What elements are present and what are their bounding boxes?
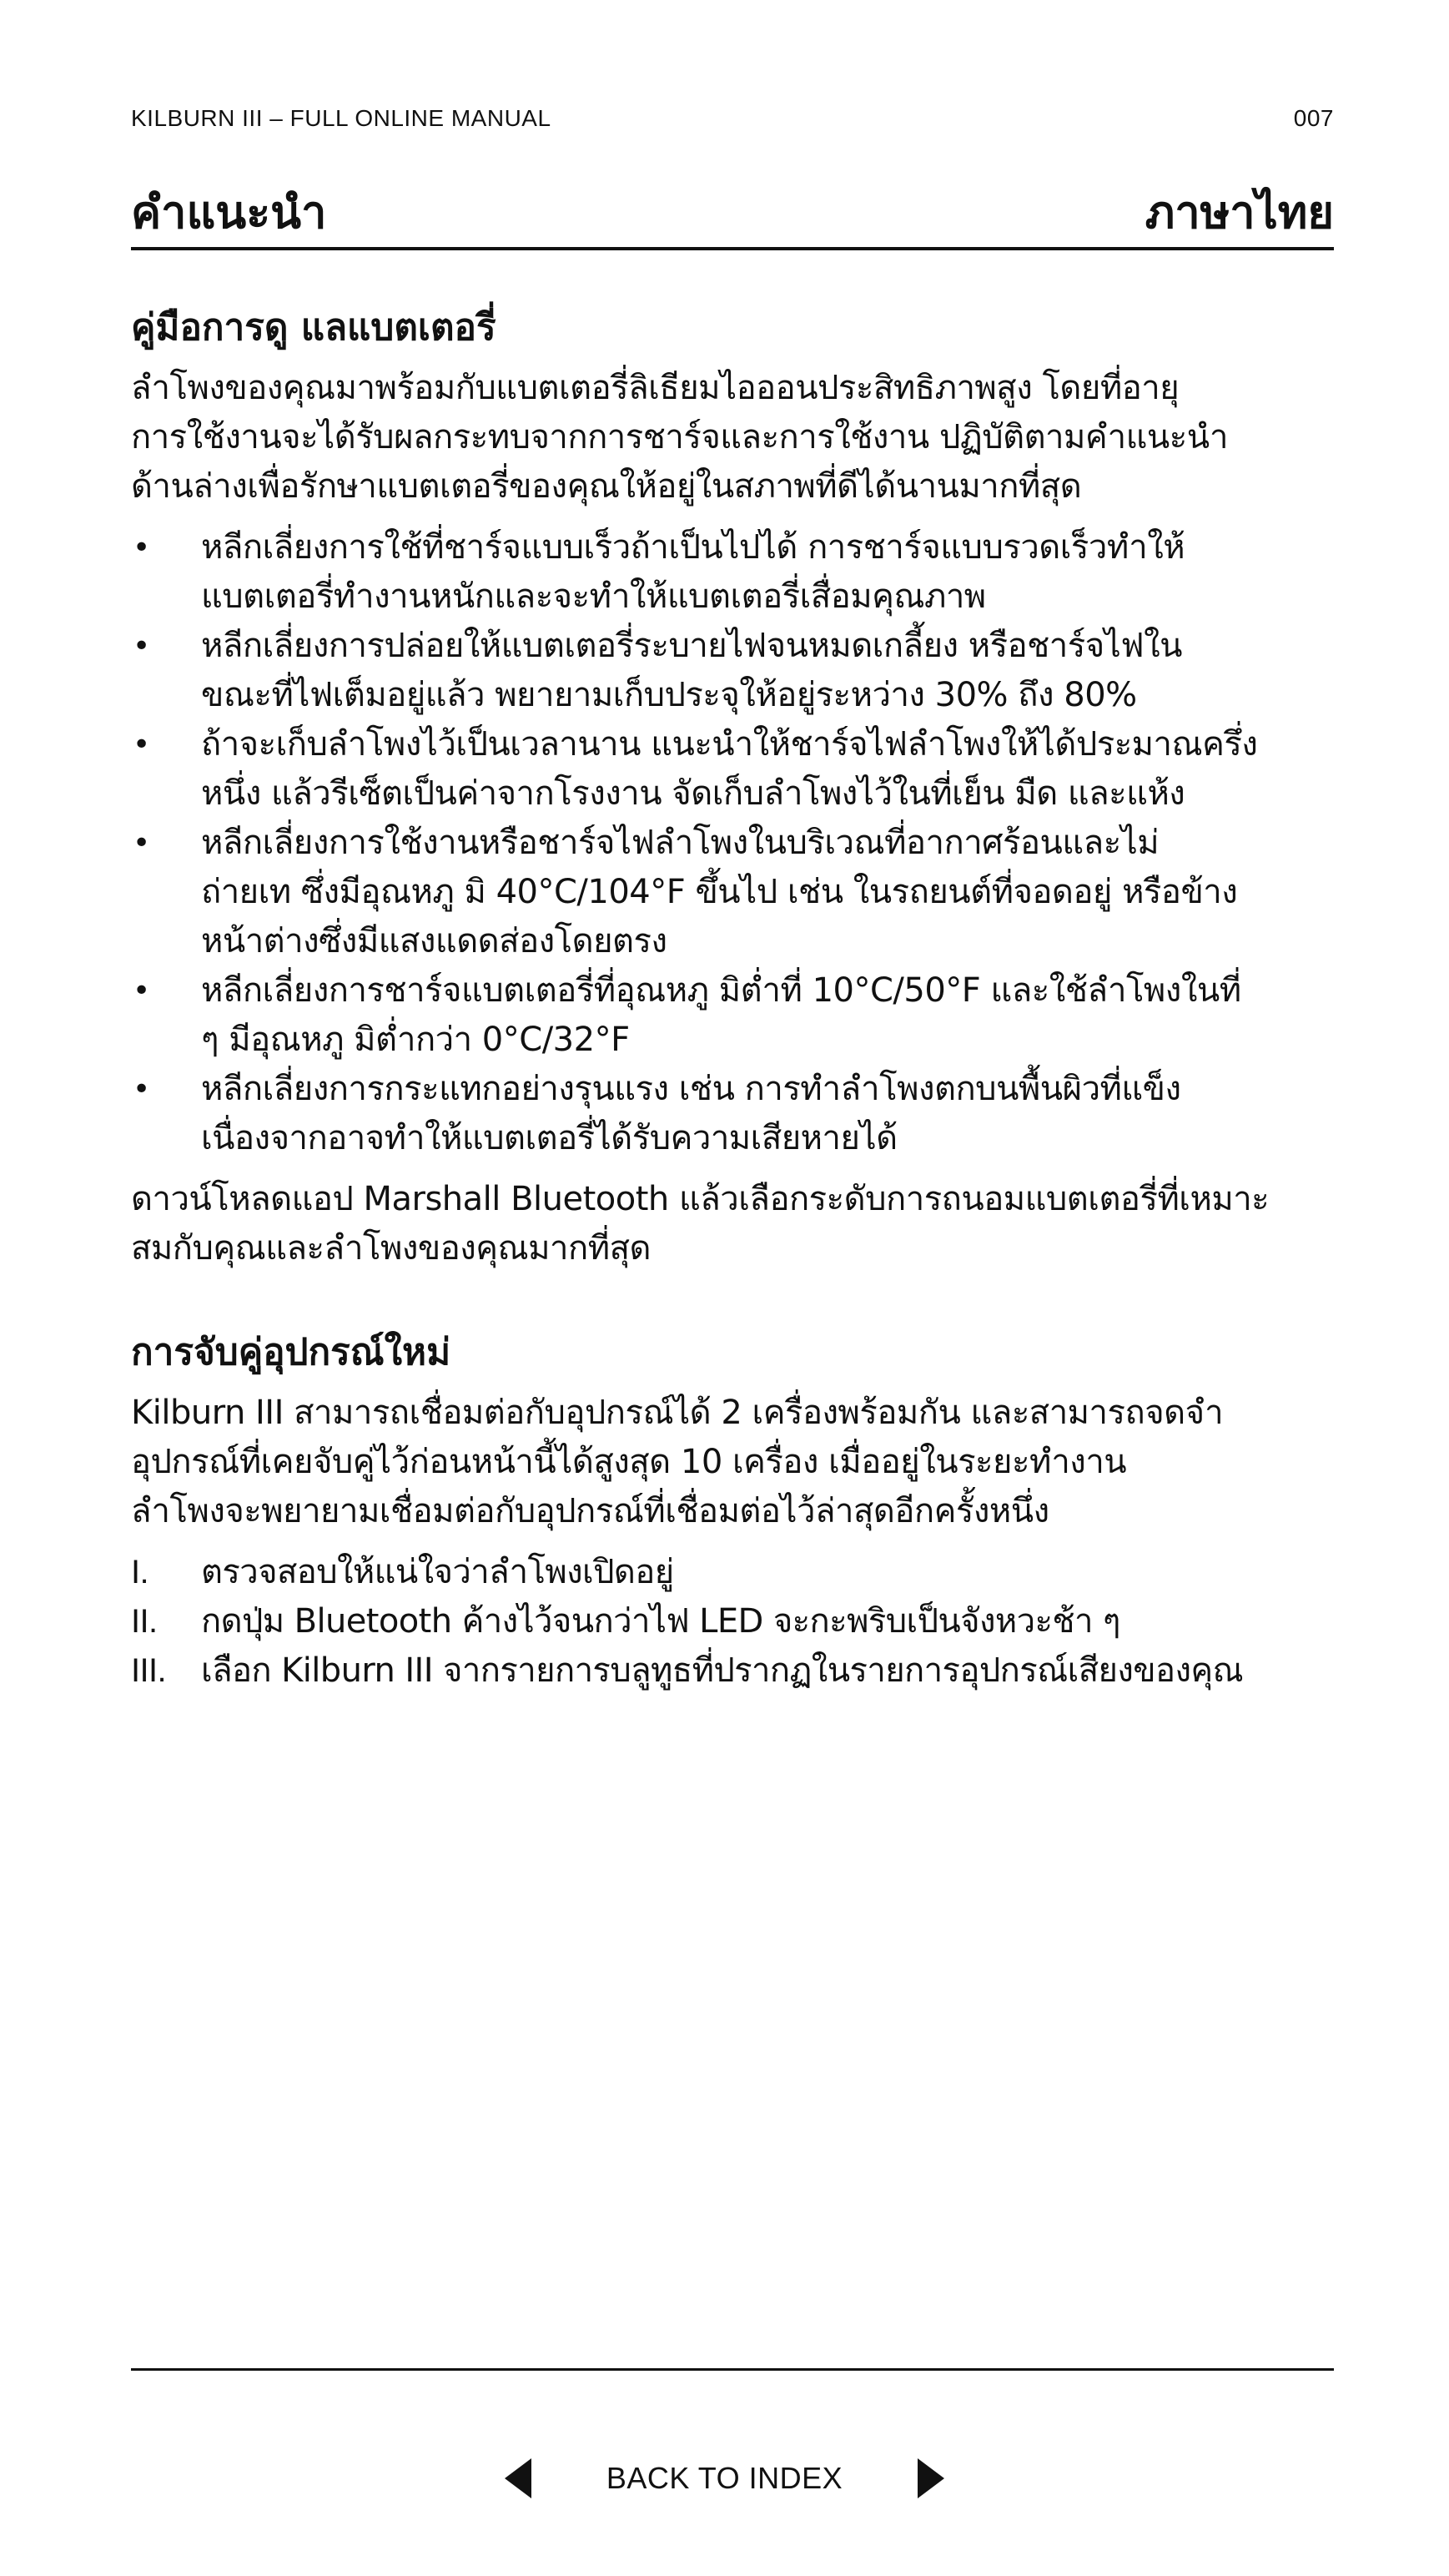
bullet-icon: • bbox=[133, 531, 150, 565]
bullet-icon: • bbox=[133, 974, 150, 1008]
step-item bbox=[131, 1597, 1334, 1646]
text-line: อุปกรณ์ที่เคยจับคู่ไว้ก่อนหน้านี้ได้สูงสุด 10 เครื่อง เมื่ออยู่ในระยะทำงาน bbox=[131, 1443, 1127, 1481]
step-text: ตรวจสอบให้แน่ใจว่าลำโพงเปิดอยู่ bbox=[201, 1553, 674, 1591]
manual-title: KILBURN III – FULL ONLINE MANUAL bbox=[131, 105, 551, 131]
pairing-steps-list bbox=[131, 1548, 1334, 1696]
text-line: หลีกเลี่ยงการใช้งานหรือชาร์จไฟลำโพงในบริเวณที่อากาศร้อนและไม่ bbox=[201, 824, 1160, 862]
text-line: หลีกเลี่ยงการชาร์จแบตเตอรี่ที่อุณหภู มิต่ำที่ 10°C/50°F และใช้ลำโพงในที่ bbox=[201, 971, 1241, 1010]
step-item bbox=[131, 1548, 1334, 1597]
bullet-icon: • bbox=[133, 728, 150, 762]
back-to-index-link[interactable]: BACK TO INDEX bbox=[606, 2461, 843, 2495]
text-line: ด้านล่างเพื่อรักษาแบตเตอรี่ของคุณให้อยู่ในสภาพที่ดีได้นานมากที่สุด bbox=[131, 467, 1082, 506]
text-line: หนึ่ง แล้วรีเซ็ตเป็นค่าจากโรงงาน จัดเก็บลำโพงไว้ในที่เย็น มืด และแห้ง bbox=[201, 774, 1185, 813]
pairing-heading: การจับคู่อุปกรณ์ใหม่ bbox=[131, 1331, 451, 1374]
bullet-icon: • bbox=[133, 1072, 150, 1107]
battery-outro bbox=[131, 1175, 1334, 1273]
title-bar bbox=[131, 160, 1334, 250]
list-item bbox=[131, 622, 1334, 720]
battery-care-section bbox=[131, 300, 1334, 1273]
bullet-icon: • bbox=[133, 826, 150, 860]
content bbox=[131, 300, 1334, 1696]
text-line: แบตเตอรี่ทำงานหนักและจะทำให้แบตเตอรี่เสื่อมคุณภาพ bbox=[201, 577, 986, 616]
running-head bbox=[131, 105, 1334, 132]
text-line: ถ่ายเท ซึ่งมีอุณหภู มิ 40°C/104°F ขึ้นไป เช่น ในรถยนต์ที่จอดอยู่ หรือข้าง bbox=[201, 873, 1238, 911]
list-item bbox=[131, 819, 1334, 966]
next-page-arrow-icon[interactable] bbox=[918, 2458, 944, 2498]
pairing-section bbox=[131, 1325, 1334, 1696]
text-line: Kilburn III สามารถเชื่อมต่อกับอุปกรณ์ได้ 2 เครื่องพร้อมกัน และสามารถจดจำ bbox=[131, 1394, 1224, 1432]
previous-page-arrow-icon[interactable] bbox=[505, 2458, 531, 2498]
text-line: ลำโพงจะพยายามเชื่อมต่อกับอุปกรณ์ที่เชื่อมต่อไว้ล่าสุดอีกครั้งหนึ่ง bbox=[131, 1492, 1049, 1530]
text-line: หลีกเลี่ยงการปล่อยให้แบตเตอรี่ระบายไฟจนหมดเกลี้ยง หรือชาร์จไฟใน bbox=[201, 627, 1182, 665]
text-line: หน้าต่างซึ่งมีแสงแดดส่องโดยตรง bbox=[201, 922, 667, 960]
text-line: การใช้งานจะได้รับผลกระทบจากการชาร์จและการใช้งาน ปฏิบัติตามคำแนะนำ bbox=[131, 418, 1228, 456]
language-label: ภาษาไทย bbox=[1145, 186, 1334, 239]
battery-tips-list bbox=[131, 523, 1334, 1163]
pairing-intro bbox=[131, 1389, 1334, 1536]
step-number: III. bbox=[131, 1652, 167, 1689]
text-line: ถ้าจะเก็บลำโพงไว้เป็นเวลานาน แนะนำให้ชาร์จไฟลำโพงให้ได้ประมาณครึ่ง bbox=[201, 725, 1258, 764]
footer-divider bbox=[131, 2368, 1334, 2371]
battery-care-heading: คู่มือการดู แลแบตเตอรี่ bbox=[131, 306, 496, 349]
step-item bbox=[131, 1646, 1334, 1696]
step-number: I. bbox=[131, 1554, 149, 1590]
page-number: 007 bbox=[1293, 105, 1334, 131]
footer-navigation bbox=[0, 2453, 1449, 2503]
section-spacer bbox=[131, 1273, 1334, 1325]
battery-intro bbox=[131, 364, 1334, 512]
list-item bbox=[131, 523, 1334, 622]
list-item bbox=[131, 1065, 1334, 1163]
page-title: คำแนะนำ bbox=[131, 186, 327, 239]
text-line: ดาวน์โหลดแอป Marshall Bluetooth แล้วเลือกระดับการถนอมแบตเตอรี่ที่เหมาะ bbox=[131, 1180, 1270, 1218]
text-line: สมกับคุณและลำโพงของคุณมากที่สุด bbox=[131, 1229, 651, 1268]
step-text: กดปุ่ม Bluetooth ค้างไว้จนกว่าไฟ LED จะกะพริบเป็นจังหวะช้า ๆ bbox=[201, 1602, 1120, 1641]
text-line: ขณะที่ไฟเต็มอยู่แล้ว พยายามเก็บประจุให้อยู่ระหว่าง 30% ถึง 80% bbox=[201, 676, 1137, 714]
text-line: ลำโพงของคุณมาพร้อมกับแบตเตอรี่ลิเธียมไอออนประสิทธิภาพสูง โดยที่อายุ bbox=[131, 369, 1180, 407]
step-text: เลือก Kilburn III จากรายการบลูทูธที่ปรากฏในรายการอุปกรณ์เสียงของคุณ bbox=[201, 1651, 1244, 1690]
list-item bbox=[131, 720, 1334, 819]
bullet-icon: • bbox=[133, 629, 150, 663]
text-line: หลีกเลี่ยงการกระแทกอย่างรุนแรง เช่น การทำลำโพงตกบนพื้นผิวที่แข็ง bbox=[201, 1070, 1181, 1108]
step-number: II. bbox=[131, 1603, 158, 1640]
text-line: ๆ มีอุณหภู มิต่ำกว่า 0°C/32°F bbox=[201, 1021, 630, 1059]
list-item bbox=[131, 966, 1334, 1065]
text-line: หลีกเลี่ยงการใช้ที่ชาร์จแบบเร็วถ้าเป็นไปได้ การชาร์จแบบรวดเร็วทำให้ bbox=[201, 528, 1185, 567]
text-line: เนื่องจากอาจทำให้แบตเตอรี่ได้รับความเสียหายได้ bbox=[201, 1119, 898, 1157]
